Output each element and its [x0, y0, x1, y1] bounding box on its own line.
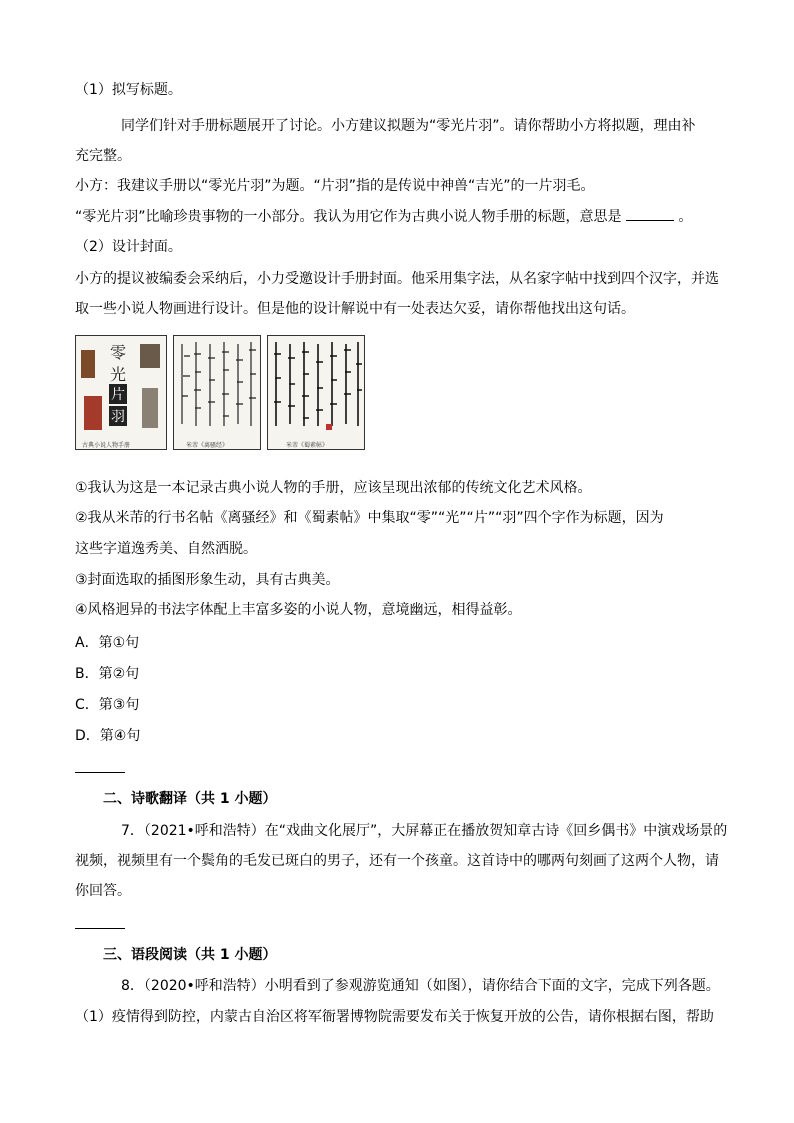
cover-char-4: 羽	[109, 406, 127, 426]
calligraphy-panel-2	[267, 335, 365, 450]
seal-mark	[326, 424, 332, 430]
q1-fill-blank-end: 。	[678, 209, 693, 225]
q1-fill-blank-line	[75, 206, 692, 227]
section-3-title: 三、语段阅读（共 1 小题）	[103, 947, 277, 963]
q7-line2: 视频，视频里有一个鬓角的毛发已斑白的男子，还有一个孩童。这首诗中的哪两句刻画了这两个人物，请	[75, 853, 719, 869]
option-a[interactable]: A．第①句	[75, 635, 140, 651]
caption-lisaojing: 米芾《离骚经》	[186, 442, 229, 449]
q8-line: 8．（2020•呼和浩特）小明看到了参观游览通知（如图），请你结合下面的文字，完成下列各题。	[121, 978, 720, 994]
caption-shusutie: 米芾《蜀素帖》	[286, 442, 329, 449]
q2-paragraph-line1: 小方的提议被编委会采纳后，小力受邀设计手册封面。他采用集字法，从名家字帖中找到四个汉字，并选	[75, 271, 719, 287]
sentence-4: ④风格迥异的书法字体配上丰富多姿的小说人物，意境幽远，相得益彰。	[75, 602, 522, 618]
option-c[interactable]: C．第③句	[75, 697, 140, 713]
option-d[interactable]: D．第④句	[75, 728, 141, 744]
figure-illustration-4	[142, 388, 158, 428]
cover-char-1: 零	[110, 343, 127, 362]
q1-paragraph-line2: 充完整。	[75, 148, 131, 164]
q7-line1: 7．（2021•呼和浩特）在“戏曲文化展厅”，大屏幕正在播放贺知章古诗《回乡偶书》中演戏场景的	[121, 823, 728, 839]
q7-line3: 你回答。	[75, 883, 131, 899]
separator-line	[75, 928, 125, 929]
sentence-1: ①我认为这是一本记录古典小说人物的手册，应该呈现出浓郁的传统文化艺术风格。	[75, 480, 592, 496]
q1-fill-blank-text: “零光片羽”比喻珍贵事物的一小部分。我认为用它作为古典小说人物手册的标题，意思是	[75, 209, 622, 225]
sentence-3: ③封面选取的插图形象生动，具有古典美。	[75, 572, 340, 588]
answer-blank[interactable]	[626, 206, 674, 221]
q1-xiaofang-line: 小方：我建议手册以“零光片羽”为题。“片羽”指的是传说中神兽“吉光”的一片羽毛。	[75, 178, 595, 194]
section-2-title: 二、诗歌翻译（共 1 小题）	[103, 791, 277, 807]
figure-illustration-3	[140, 344, 160, 368]
cover-panel	[75, 335, 167, 450]
cover-caption: 古典小说人物手册	[82, 442, 131, 449]
cover-char-3: 片	[109, 384, 127, 404]
calligraphy-strokes-2	[268, 336, 364, 436]
q8-subquestion-1: （1）疫情得到防控，内蒙古自治区将军衙署博物院需要发布关于恢复开放的公告，请你根据右图，帮助	[75, 1009, 714, 1025]
q1-paragraph-line1: 同学们针对手册标题展开了讨论。小方建议拟题为“零光片羽”。请你帮助小方将拟题，理由补	[121, 118, 696, 134]
q2-paragraph-line2: 取一些小说人物画进行设计。但是他的设计解说中有一处表达欠妥，请你帮他找出这句话。	[75, 301, 635, 317]
sentence-2-line1: ②我从米芾的行书名帖《离骚经》和《蜀素帖》中集取“零”“光”“片”“羽”四个字作为标题，因为	[75, 510, 664, 526]
separator-line	[75, 772, 125, 773]
option-b[interactable]: B．第②句	[75, 666, 140, 682]
cover-design-figure	[75, 335, 365, 448]
sentence-2-line2: 这些字道逸秀美、自然洒脱。	[75, 541, 257, 557]
calligraphy-strokes-1	[174, 336, 260, 436]
calligraphy-panel-1	[173, 335, 261, 450]
figure-illustration-2	[84, 396, 102, 430]
q1-heading: （1）拟写标题。	[75, 82, 182, 98]
q2-heading: （2）设计封面。	[75, 239, 182, 255]
figure-illustration-1	[81, 350, 95, 378]
cover-char-2: 光	[110, 365, 127, 384]
